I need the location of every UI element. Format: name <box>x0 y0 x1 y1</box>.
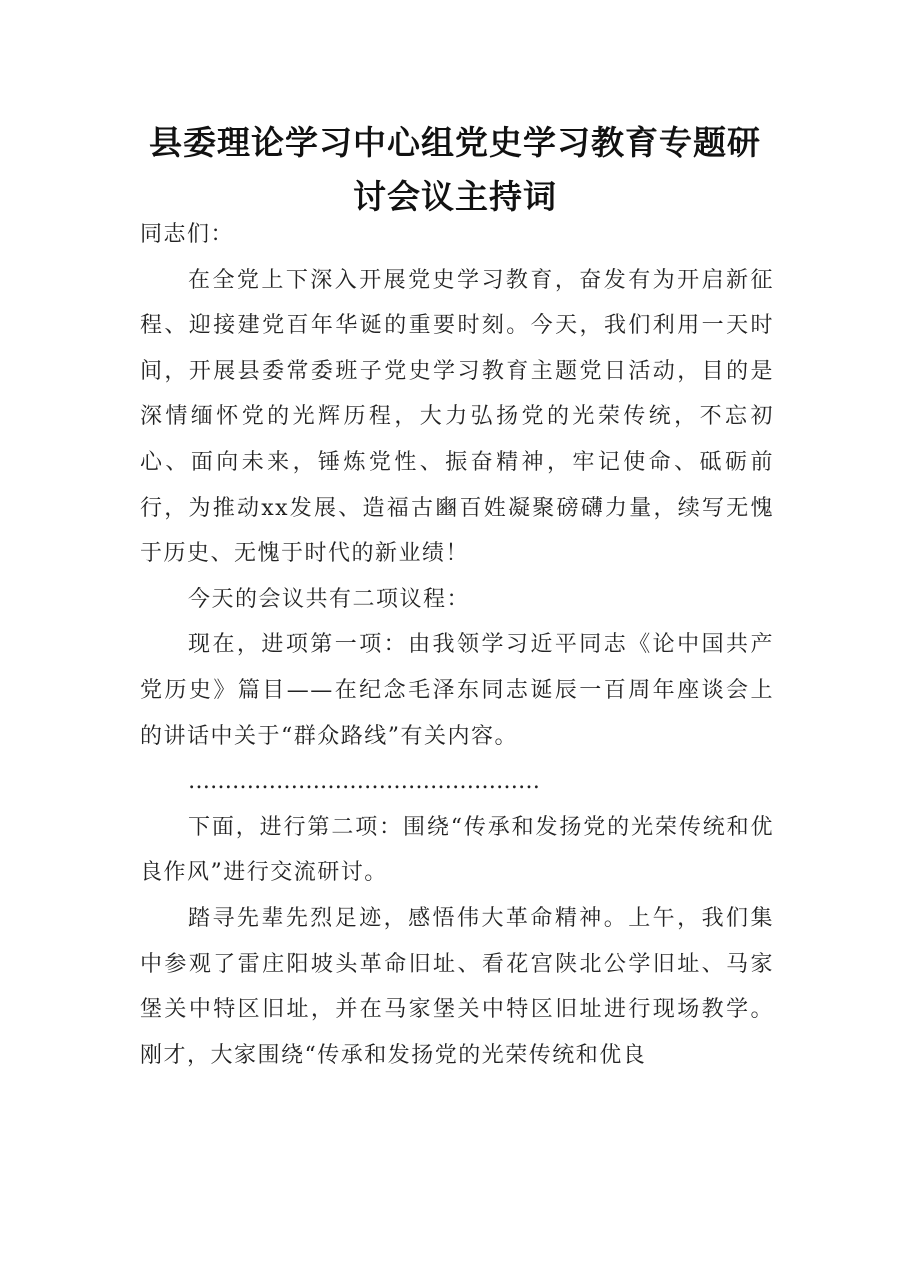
paragraph-opening: 在全党上下深入开展党史学习教育，奋发有为开启新征程、迎接建党百年华诞的重要时刻。今天，我们利用一天时间，开展县委常委班子党史学习教育主题党日活动，目的是深情缅怀党的光辉历程，大力弘扬党的光荣传统，不忘初心、面向未来，锤炼党性、振奋精神，牢记使命、砥砺前行，为推动xx发展、造福古豳百姓凝聚磅礴力量，续写无愧于历史、无愧于时代的新业绩！ <box>140 267 774 567</box>
salutation: 同志们： <box>140 222 235 247</box>
paragraph-visit: 踏寻先辈先烈足迹，感悟伟大革命精神。上午，我们集中参观了雷庄阳坡头革命旧址、看花宫陕北公学旧址、马家堡关中特区旧址，并在马家堡关中特区旧址进行现场教学。刚才，大家围绕“传承和发扬党的光荣传统和优良 <box>140 905 774 1068</box>
paragraph-item-two: 下面，进行第二项：围绕“传承和发扬党的光荣传统和优良作风”进行交流研讨。 <box>140 814 774 886</box>
document-title: 县委理论学习中心组党史学习教育专题研讨会议主持词 <box>149 123 761 216</box>
paragraph-item-one: 现在，进项第一项：由我领学习近平同志《论中国共产党历史》篇目——在纪念毛泽东同志诞辰一百周年座谈会上的讲话中关于“群众路线”有关内容。 <box>140 632 774 749</box>
ellipsis-separator: ………………………………………… <box>188 769 540 795</box>
paragraph-agenda: 今天的会议共有二项议程： <box>188 586 471 612</box>
document-body <box>140 212 774 1078</box>
